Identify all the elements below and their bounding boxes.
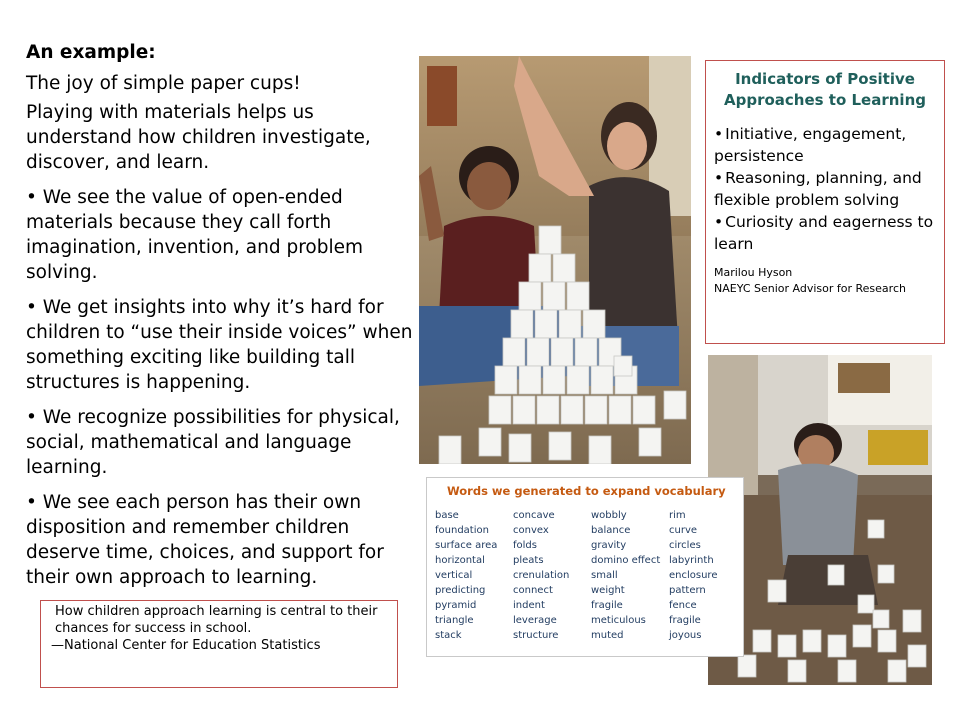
vocab-word: base [435, 510, 459, 521]
vocab-word: rim [669, 510, 686, 521]
vocab-word: wobbly [591, 510, 627, 521]
vocabulary-column [435, 508, 513, 643]
quote-text: How children approach learning is central to their chances for success in school. [55, 604, 378, 636]
author-name: Marilou Hyson [714, 266, 793, 279]
vocabulary-title: Words we generated to expand vocabulary [447, 484, 726, 498]
indicator-item: • Initiative, engagement, persistence [714, 123, 936, 167]
vocab-word: convex [513, 525, 549, 536]
vocab-word: vertical [435, 570, 473, 581]
indicators-attribution [714, 265, 936, 297]
vocabulary-column [513, 508, 591, 643]
indicator-item: • Curiosity and eagerness to learn [714, 211, 936, 255]
vocab-word: triangle [435, 615, 474, 626]
vocab-word: surface area [435, 540, 498, 551]
vocab-word: crenulation [513, 570, 570, 581]
heading: An example: [26, 42, 156, 63]
indicators-list [714, 123, 936, 255]
vocab-word: domino effect [591, 555, 661, 566]
vocab-word: predicting [435, 585, 486, 596]
vocabulary-column [591, 508, 669, 643]
vocab-word: pyramid [435, 600, 477, 611]
vocab-word: connect [513, 585, 553, 596]
vocab-word: muted [591, 630, 624, 641]
indicators-box [705, 60, 945, 344]
indicators-title: Indicators of Positive Approaches to Learning [724, 70, 926, 109]
vocab-word: enclosure [669, 570, 718, 581]
indicator-item: • Reasoning, planning, and flexible problem solving [714, 167, 936, 211]
vocab-word: gravity [591, 540, 627, 551]
vocabulary-card [426, 477, 744, 657]
photo-illustration [419, 56, 691, 464]
vocab-word: structure [513, 630, 559, 641]
vocab-word: leverage [513, 615, 557, 626]
vocab-word: small [591, 570, 618, 581]
author-role: NAEYC Senior Advisor for Research [714, 282, 906, 295]
vocab-word: labyrinth [669, 555, 714, 566]
vocab-word: folds [513, 540, 537, 551]
bullet-inside-voices: • We get insights into why it’s hard for children to “use their inside voices” when something exciting like building tall structures is happening. [26, 295, 414, 395]
bullet-open-ended: • We see the value of open-ended materials because they call forth imagination, invention, and problem solving. [26, 185, 414, 285]
subheading: The joy of simple paper cups! [26, 73, 301, 94]
vocab-word: concave [513, 510, 555, 521]
vocabulary-grid [435, 508, 735, 643]
quote-box [40, 600, 398, 688]
vocab-word: circles [669, 540, 701, 551]
vocab-word: balance [591, 525, 631, 536]
vocab-word: fragile [591, 600, 623, 611]
vocab-word: horizontal [435, 555, 485, 566]
vocab-word: weight [591, 585, 625, 596]
vocab-word: pattern [669, 585, 706, 596]
quote-source: —National Center for Education Statistics [51, 638, 321, 653]
photo-paper-cup-tower [419, 56, 691, 464]
vocab-word: pleats [513, 555, 544, 566]
vocabulary-column [669, 508, 735, 643]
vocab-word: meticulous [591, 615, 646, 626]
vocab-word: stack [435, 630, 462, 641]
vocab-word: joyous [669, 630, 702, 641]
bullet-possibilities: • We recognize possibilities for physical, social, mathematical and language learning. [26, 405, 414, 480]
main-text-column [26, 40, 414, 600]
vocab-word: curve [669, 525, 698, 536]
vocab-word: fence [669, 600, 697, 611]
bullet-disposition: • We see each person has their own disposition and remember children deserve time, choices, and support for their own approach to learning. [26, 490, 414, 590]
vocab-word: foundation [435, 525, 489, 536]
intro-paragraph: Playing with materials helps us understand how children investigate, discover, and learn. [26, 102, 371, 173]
vocab-word: fragile [669, 615, 701, 626]
vocab-word: indent [513, 600, 545, 611]
